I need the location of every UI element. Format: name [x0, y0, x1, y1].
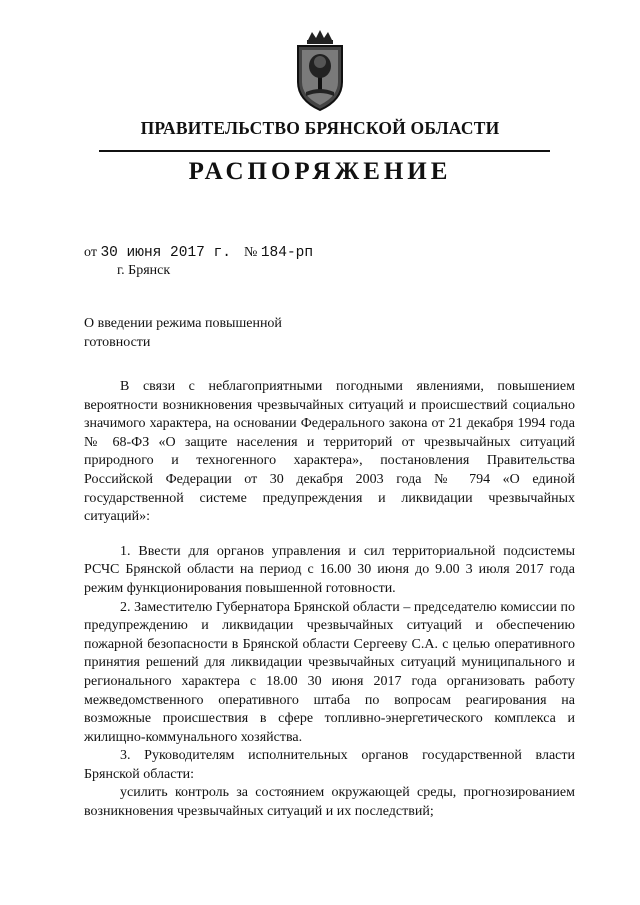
item-1-paragraph: 1. Ввести для органов управления и сил территориальной подсистемы РСЧС Брянской области на период с 16.00 30 июня до 9.00 3 июля 2017 года режим функционирования повышенной готовности. — [84, 543, 575, 596]
item-3-subparagraph: усилить контроль за состоянием окружающей среды, прогнозированием возникновения чрезвычайных ситуаций и их последствий; — [84, 785, 575, 820]
subject-line: О введении режима повышенной — [84, 316, 282, 331]
item-2-paragraph: 2. Заместителю Губернатора Брянской области – председателю комиссии по предупреждению и ликвидации чрезвычайных ситуаций и обеспечению пожарной безопасности в Брянской области Сергееву С.А. с целью оперативного принятия решений для ликвидации чрезвычайных ситуаций муниципального и регионального характера с 18.00 30 июня 2017 года организовать работу межведомственного оперативного штаба по вопросам реагирования на возможные происшествия в сфере топливно-энергетического комплекса и жилищно-коммунального хозяйства. — [84, 599, 575, 745]
coat-of-arms-icon — [292, 30, 348, 112]
number-value: 184-рп — [260, 245, 314, 261]
item-3-paragraph: 3. Руководителям исполнительных органов государственной власти Брянской области: — [84, 748, 575, 782]
header-divider — [99, 150, 550, 152]
document-type: РАСПОРЯЖЕНИЕ — [188, 158, 452, 185]
subject-line: готовности — [84, 335, 151, 350]
document-subject — [84, 314, 344, 352]
date-prefix: от — [84, 245, 97, 260]
city: г. Брянск — [117, 263, 171, 278]
government-title: ПРАВИТЕЛЬСТВО БРЯНСКОЙ ОБЛАСТИ — [140, 118, 500, 138]
date-number-line — [84, 245, 314, 261]
number-label: № — [244, 245, 258, 260]
document-date: 30 июня 2017 г. — [100, 245, 231, 261]
preamble-paragraph: В связи с неблагоприятными погодными явлениями, повышением вероятности возникновения чрезвычайных ситуаций и происшествий социально значимого характера, на основании Федерального закона от 21 декабря 1994 года № 68-ФЗ «О защите населения и территорий от чрезвычайных ситуаций природного и техногенного характера», постановления Правительства Российской Федерации от 30 декабря 2003 года № 794 «О единой государственной системе предупреждения и ликвидации чрезвычайных ситуаций»: — [84, 379, 575, 525]
document-number — [244, 245, 313, 261]
document-body — [84, 378, 575, 822]
